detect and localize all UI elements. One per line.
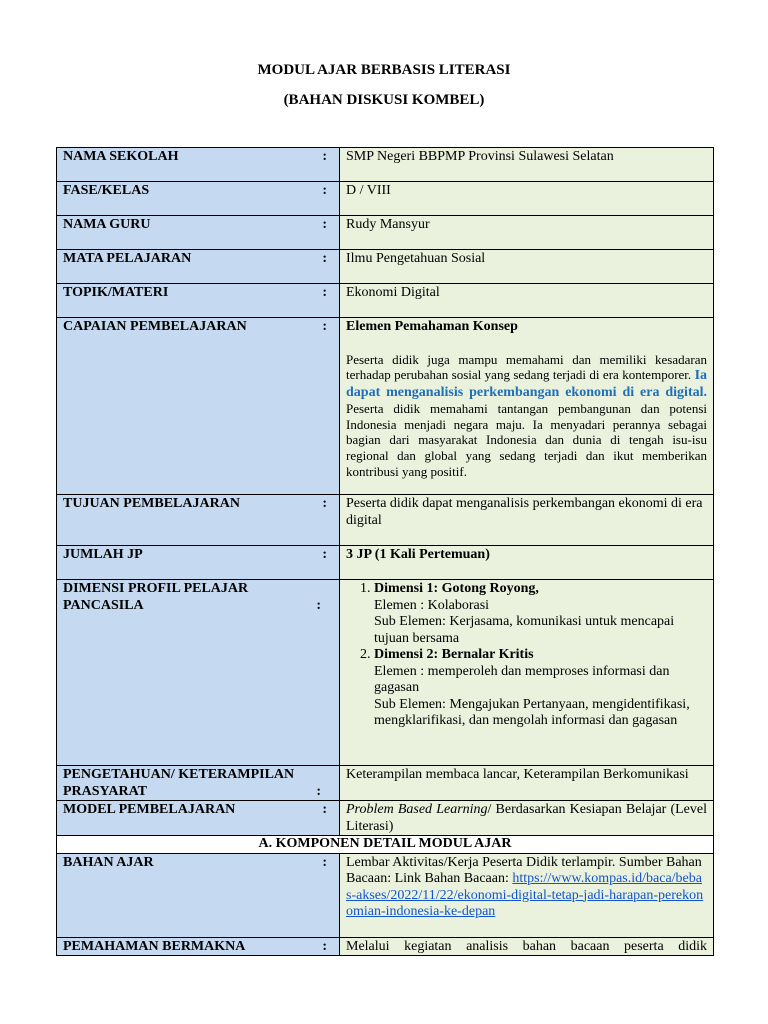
row-label: NAMA GURU: [63, 217, 151, 232]
colon: :: [316, 783, 321, 799]
table-row: [57, 284, 714, 318]
row-value-fase-kelas: D / VIII: [346, 183, 391, 198]
capaian-paragraph: [346, 352, 707, 480]
section-header-row: [57, 836, 714, 854]
colon: :: [322, 319, 327, 334]
row-label: TOPIK/MATERI: [63, 285, 169, 300]
row-value-mata-pelajaran: Ilmu Pengetahuan Sosial: [346, 251, 486, 266]
table-row: [57, 318, 714, 495]
colon: :: [322, 149, 327, 164]
row-label: BAHAN AJAR: [63, 854, 154, 870]
table-row: [57, 937, 714, 956]
colon: :: [322, 285, 327, 300]
row-label: DIMENSI PROFIL PELAJAR: [63, 581, 249, 596]
module-info-table: [56, 147, 714, 956]
table-row: [57, 148, 714, 182]
row-label: JUMLAH JP: [63, 547, 143, 562]
colon: :: [316, 597, 321, 613]
row-label: CAPAIAN PEMBELAJARAN: [63, 319, 247, 334]
capaian-heading: Elemen Pemahaman Konsep: [346, 319, 518, 334]
row-value-topik: Ekonomi Digital: [346, 285, 440, 300]
row-value-jumlah-jp: 3 JP (1 Kali Pertemuan): [346, 547, 490, 562]
table-row: [57, 766, 714, 801]
row-label: MODEL PEMBELAJARAN: [63, 802, 236, 817]
table-row: [57, 182, 714, 216]
row-value-tujuan: Peserta didik dapat menganalisis perkembangan ekonomi di era digital: [346, 496, 703, 528]
row-label-line2: PRASYARAT: [63, 783, 148, 799]
colon: :: [322, 496, 327, 511]
colon: :: [322, 217, 327, 232]
colon: :: [322, 938, 327, 954]
row-label: PEMAHAMAN BERMAKNA: [63, 938, 246, 954]
table-row: [57, 801, 714, 836]
row-value-nama-guru: Rudy Mansyur: [346, 217, 430, 232]
capaian-highlight: Ia dapat menganalisis perkembangan ekonomi di era digital.: [346, 368, 708, 401]
table-row: [57, 580, 714, 766]
row-value-model: Problem Based Learning/ Berdasarkan Kesiapan Belajar (Level Literasi): [346, 802, 707, 834]
bahan-ajar-text: Lembar Aktivitas/Kerja Peserta Didik terlampir. Sumber Bahan Bacaan: Link Bahan Bacaan:: [346, 854, 702, 886]
table-row: [57, 250, 714, 284]
dimensi-list: [346, 581, 707, 730]
colon: :: [322, 854, 327, 870]
row-label: MATA PELAJARAN: [63, 251, 192, 266]
row-label-line2: PANCASILA: [63, 597, 144, 613]
row-value-pemahaman: Melalui kegiatan analisis bahan bacaan peserta didik: [346, 938, 707, 954]
row-label: NAMA SEKOLAH: [63, 149, 179, 164]
colon: :: [322, 251, 327, 266]
colon: :: [322, 183, 327, 198]
list-item: 2. Dimensi 2: Bernalar Kritis Elemen : memperoleh dan memproses informasi dan gagasan Sub Elemen: Mengajukan Pertanyaan, mengidentifikasi, mengklarifikasi, dan mengolah informasi dan gagasan: [374, 647, 707, 730]
capaian-text-after: Peserta didik memahami tantangan pembangunan dan potensi Indonesia menjadi negara maju. Ia menyadari perannya sebagai bagian dari masyarakat Indonesia dan dunia di tengah isu-isu regional dan global yang sedang terjadi dan ikut memberikan kontribusi yang positif.: [346, 400, 707, 480]
list-item: 1. Dimensi 1: Gotong Royong, Elemen : Kolaborasi Sub Elemen: Kerjasama, komunikasi untuk mencapai tujuan bersama: [374, 581, 707, 647]
colon: :: [322, 802, 327, 817]
table-row: [57, 546, 714, 580]
row-label: TUJUAN PEMBELAJARAN: [63, 496, 240, 511]
table-row: [57, 216, 714, 250]
row-value-nama-sekolah: SMP Negeri BBPMP Provinsi Sulawesi Selatan: [346, 149, 614, 164]
row-value-prasyarat: Keterampilan membaca lancar, Keterampilan Berkomunikasi: [346, 767, 689, 782]
section-header: A. KOMPONEN DETAIL MODUL AJAR: [57, 836, 714, 854]
row-label: PENGETAHUAN/ KETERAMPILAN: [63, 767, 295, 782]
row-label: FASE/KELAS: [63, 183, 150, 198]
document-title: MODUL AJAR BERBASIS LITERASI: [257, 62, 511, 78]
capaian-text-before: Peserta didik juga mampu memahami dan memiliki kesadaran terhadap perubahan sosial yang sedang terjadi di era kontemporer.: [346, 351, 707, 383]
table-row: [57, 853, 714, 937]
table-row: [57, 495, 714, 546]
bahan-bacaan-link[interactable]: https://www.kompas.id/baca/bebas-akses/2022/11/22/ekonomi-digital-tetap-jadi-harapan-perekonomian-indonesia-ke-depan: [346, 871, 704, 919]
colon: :: [322, 547, 327, 562]
document-subtitle: (BAHAN DISKUSI KOMBEL): [283, 92, 485, 108]
